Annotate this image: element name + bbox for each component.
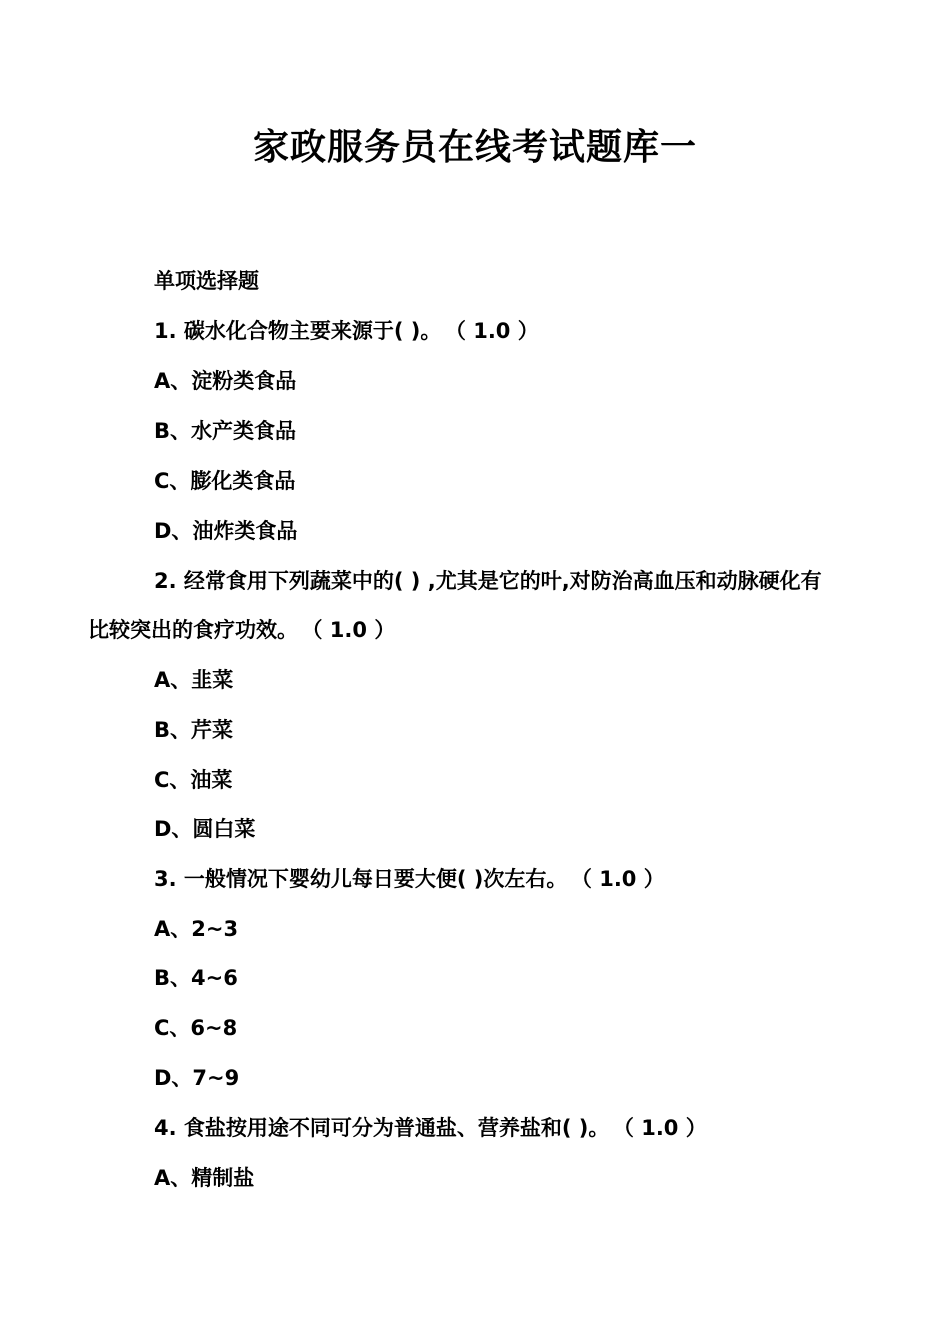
question-4-stem <box>154 1114 707 1142</box>
question-1-option-a: A、淀粉类食品 <box>154 369 297 393</box>
question-2-score: （ 1.0 ） <box>312 618 396 642</box>
question-2-stem-line-2 <box>88 616 395 644</box>
question-4-text: 4. 食盐按用途不同可分为普通盐、营养盐和( )。 <box>154 1116 610 1140</box>
section-heading: 单项选择题 <box>154 269 259 293</box>
question-3-option-a: A、2~3 <box>154 917 239 941</box>
question-3-text: 3. 一般情况下婴幼儿每日要大便( )次左右。 <box>154 867 568 891</box>
question-4-score: （ 1.0 ） <box>623 1116 707 1140</box>
question-2-option-d: D、圆白菜 <box>154 817 256 841</box>
question-1-option-d: D、油炸类食品 <box>154 519 298 543</box>
question-2-option-b: B、芹菜 <box>154 718 234 742</box>
question-1-text: 1. 碳水化合物主要来源于( )。 <box>154 319 442 343</box>
question-3-option-b: B、4~6 <box>154 966 238 990</box>
question-2-stem-line-1: 2. 经常食用下列蔬菜中的( ) ,尤其是它的叶,对防治高血压和动脉硬化有 <box>154 569 822 593</box>
question-3-stem <box>154 865 665 893</box>
question-1-score: （ 1.0 ） <box>455 319 539 343</box>
question-1-option-c: C、膨化类食品 <box>154 469 296 493</box>
question-3-score: （ 1.0 ） <box>581 867 665 891</box>
question-4-option-a: A、精制盐 <box>154 1166 255 1190</box>
question-1-stem <box>154 317 539 345</box>
document-title: 家政服务员在线考试题库一 <box>252 127 697 168</box>
question-2-option-c: C、油菜 <box>154 768 233 792</box>
question-1-option-b: B、水产类食品 <box>154 419 297 443</box>
question-3-option-c: C、6~8 <box>154 1016 238 1040</box>
question-2-option-a: A、韭菜 <box>154 668 234 692</box>
question-2-text: 比较突出的食疗功效。 <box>88 618 298 642</box>
question-3-option-d: D、7~9 <box>154 1066 240 1090</box>
